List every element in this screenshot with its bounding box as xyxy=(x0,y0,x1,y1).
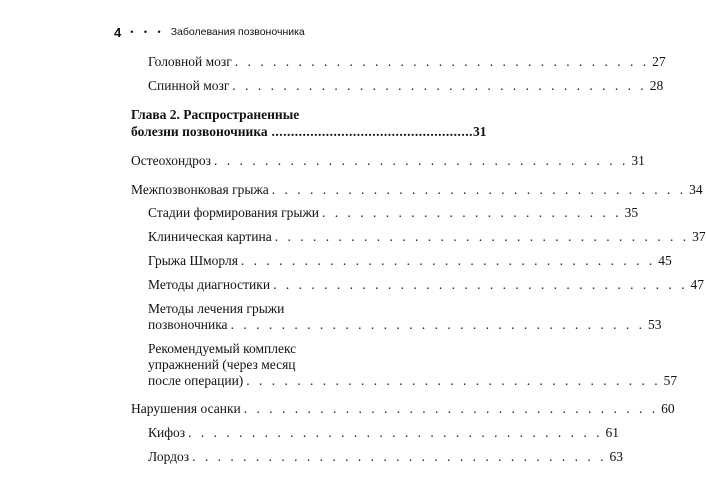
leader-dots: . . . . . . . . . . . . . . . . . . . . . . . . . . . . . . . . . xyxy=(240,253,656,268)
toc-entry-page: 31 xyxy=(473,124,487,139)
leader-dots: . . . . . . . . . . . . . . . . . . . . . . . . . . . . . . . . . xyxy=(192,449,607,464)
toc-entry-golovnoy-mozg[interactable] xyxy=(148,53,666,70)
toc-entry-text: позвоночника xyxy=(148,317,228,332)
leader-dots: . . . . . . . . . . . . . . . . . . . . . . . . xyxy=(322,205,622,220)
leader-dots: . . . . . . . . . . . . . . . . . . . . . . . . . . . . . . . . . xyxy=(234,54,650,69)
toc-entry-metody-diagnostiki[interactable] xyxy=(148,276,704,293)
toc-entry-page: 53 xyxy=(647,317,662,332)
toc-entry-line: упражнений (через месяц xyxy=(148,357,296,372)
leader-dots: . . . . . . . . . . . . . . . . . . . . . . . . . . . . . . . . . xyxy=(232,78,647,93)
toc-entry-text: Остеохондроз xyxy=(131,153,211,168)
toc-entry-mezhpozvonkovaya-gryzha[interactable] xyxy=(131,181,703,198)
leader-dots: . . . . . . . . . . . . . . . . . . . . . . . . . . . . . . . . . xyxy=(274,229,690,244)
toc-entry-page: 34 xyxy=(689,182,703,197)
page-number: 4 xyxy=(114,24,122,40)
leader-dots: . . . . . . . . . . . . . . . . . . . . . . . . . . . . . . . . . xyxy=(243,401,659,416)
toc-entry-page: 57 xyxy=(663,373,678,388)
toc-entry-page: 28 xyxy=(649,78,664,93)
toc-entry-text: Головной мозг xyxy=(148,54,232,69)
toc-entry-rekomenduemyy-kompleks[interactable] xyxy=(148,372,678,389)
toc-entry-text: Клиническая картина xyxy=(148,229,272,244)
toc-entry-page: 45 xyxy=(658,253,672,268)
toc-entry-metody-lecheniya[interactable] xyxy=(148,316,662,333)
leader-dots: . . . . . . . . . . . . . . . . . . . . . . . . . . . . . . . . . xyxy=(230,317,645,332)
toc-entry-page: 27 xyxy=(652,54,666,69)
toc-entry-text: болезни позвоночника xyxy=(131,124,268,139)
toc-entry-spinnoy-mozg[interactable] xyxy=(148,77,664,94)
toc-entry-page: 31 xyxy=(631,153,645,168)
toc-entry-stadii[interactable] xyxy=(148,204,639,221)
toc-entry-text: Стадии формирования грыжи xyxy=(148,205,320,220)
toc-entry-text: после операции) xyxy=(148,373,244,388)
toc-entry-line: Рекомендуемый комплекс xyxy=(148,341,297,356)
leader-dots: . . . . . . . . . . . . . . . . . . . . . . . . . . . . . . . . . xyxy=(273,277,688,292)
toc-entry-page: 61 xyxy=(605,425,619,440)
toc-entry-text: Кифоз xyxy=(148,425,186,440)
toc-entry-lordoz[interactable] xyxy=(148,448,623,465)
chapter-title-line: Глава 2. Распространенные xyxy=(131,107,300,122)
toc-entry-page: 37 xyxy=(692,229,706,244)
toc-entry-narusheniya-osanki[interactable] xyxy=(131,400,675,417)
toc-entry-text: Методы диагностики xyxy=(148,277,271,292)
toc-entry-page: 35 xyxy=(624,205,639,220)
toc-entry-page: 63 xyxy=(609,449,623,464)
toc-entry-osteohondroz[interactable] xyxy=(131,152,645,169)
leader-dots: . . . . . . . . . . . . . . . . . . . . . . . . . . . . . . . . . xyxy=(213,153,629,168)
leader-dots: . . . . . . . . . . . . . . . . . . . . . . . . . . . . . . . . . xyxy=(271,182,687,197)
toc-entry-text: Нарушения осанки xyxy=(131,401,241,416)
leader-dots: . . . . . . . . . . . . . . . . . . . . . . . . . . . . . . . . . xyxy=(246,373,661,388)
toc-entry-klinicheskaya-kartina[interactable] xyxy=(148,228,706,245)
toc-entry-line: Методы лечения грыжи xyxy=(148,301,285,316)
toc-entry-text: Лордоз xyxy=(148,449,190,464)
toc-entry-kifoz[interactable] xyxy=(148,424,619,441)
leader-dots: . . . . . . . . . . . . . . . . . . . . . . . . . . . . . . . . . xyxy=(188,425,603,440)
separator-dots: • • • xyxy=(130,27,165,37)
toc-entry-gryzha-shmorlya[interactable] xyxy=(148,252,672,269)
toc-entry-text: Межпозвонковая грыжа xyxy=(131,182,269,197)
toc-entry-chapter-2[interactable] xyxy=(131,123,487,140)
toc-entry-page: 60 xyxy=(661,401,675,416)
leader-dots: .................................................... xyxy=(267,124,474,139)
running-head-title: Заболевания позвоночника xyxy=(170,26,305,38)
toc-entry-text: Спинной мозг xyxy=(148,78,230,93)
running-head xyxy=(114,22,305,42)
toc-entry-page: 47 xyxy=(690,277,704,292)
toc-entry-text: Грыжа Шморля xyxy=(148,253,238,268)
